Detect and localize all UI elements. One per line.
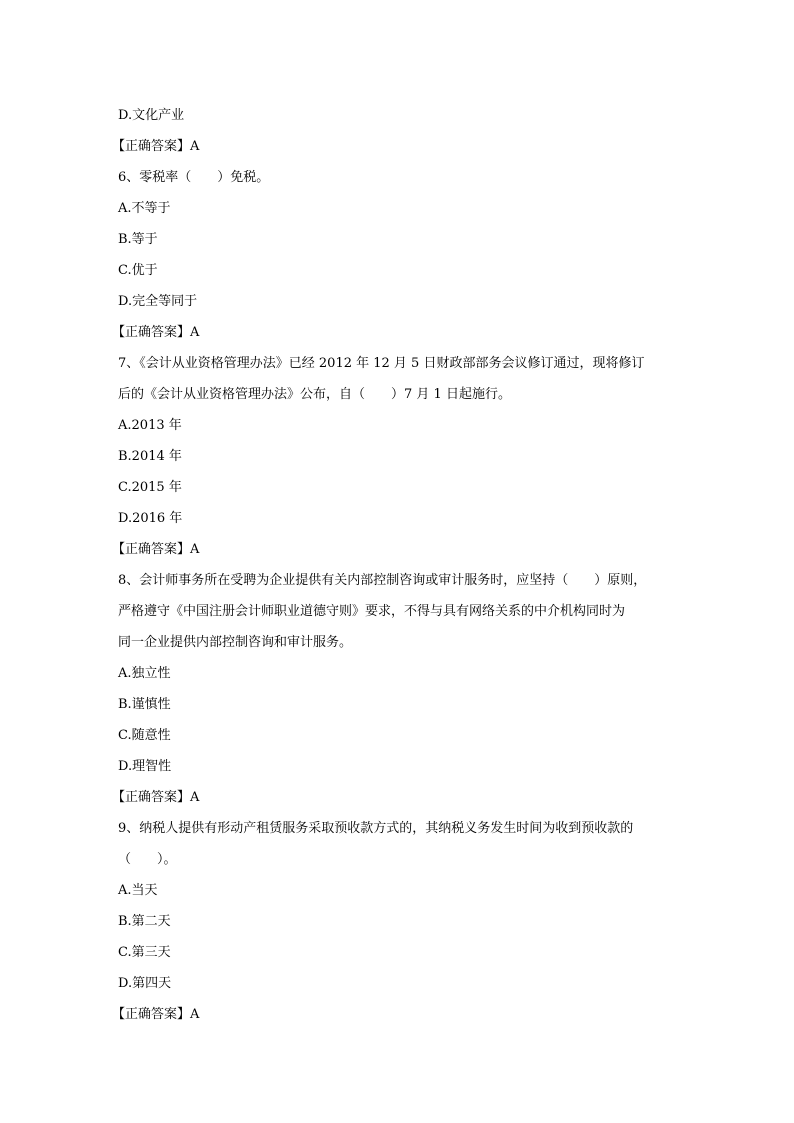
option-line: B.谨慎性: [118, 697, 171, 712]
answer-line: 【正确答案】A: [112, 139, 200, 154]
option-line: B.2014 年: [118, 449, 182, 464]
option-line: C.随意性: [118, 728, 171, 743]
option-line: A.独立性: [118, 666, 171, 681]
question-line: 7、《会计从业资格管理办法》已经 2012 年 12 月 5 日财政部部务会议修订通过，现将修订: [118, 356, 645, 371]
question-line: 同一企业提供内部控制咨询和审计服务。: [118, 635, 353, 650]
option-line: B.第二天: [118, 914, 171, 929]
answer-line: 【正确答案】A: [112, 1007, 200, 1022]
answer-line: 【正确答案】A: [112, 325, 200, 340]
option-line: C.优于: [118, 263, 158, 278]
answer-line: 【正确答案】A: [112, 542, 200, 557]
option-line: A.2013 年: [118, 418, 182, 433]
option-line: D.第四天: [118, 976, 172, 991]
question-line: （ ）。: [118, 852, 177, 867]
question-line: 后的《会计从业资格管理办法》公布，自（ ）7 月 1 日起施行。: [118, 387, 511, 402]
question-line: 严格遵守《中国注册会计师职业道德守则》要求，不得与具有网络关系的中介机构同时为: [118, 604, 626, 619]
option-line: D.理智性: [118, 759, 172, 774]
question-line: 9、纳税人提供有形动产租赁服务采取预收款方式的，其纳税义务发生时间为收到预收款的: [118, 821, 634, 836]
question-line: 6、零税率（ ）免税。: [118, 170, 270, 185]
option-line: A.当天: [118, 883, 158, 898]
option-line: A.不等于: [118, 201, 171, 216]
option-line: B.等于: [118, 232, 158, 247]
option-line: C.2015 年: [118, 480, 182, 495]
option-line: D.文化产业: [118, 108, 185, 123]
option-line: C.第三天: [118, 945, 171, 960]
answer-line: 【正确答案】A: [112, 790, 200, 805]
question-line: 8、会计师事务所在受聘为企业提供有关内部控制咨询或审计服务时，应坚持（ ）原则，: [118, 573, 647, 588]
option-line: D.2016 年: [118, 511, 183, 526]
document-page: [112, 100, 678, 1030]
option-line: D.完全等同于: [118, 294, 198, 309]
